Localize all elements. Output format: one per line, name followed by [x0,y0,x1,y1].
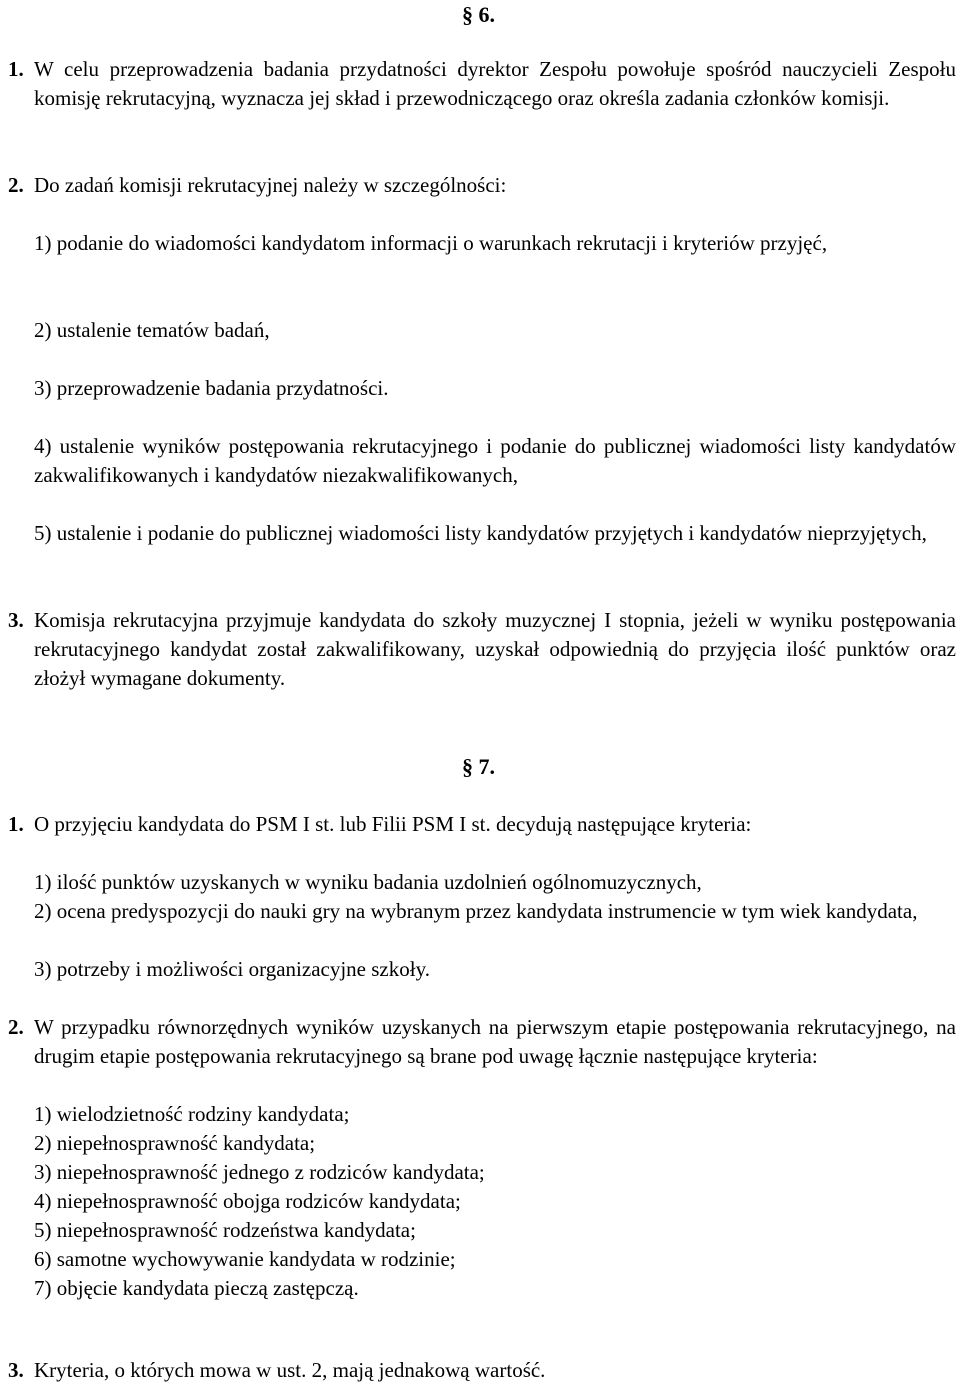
s6-list-item-3: 3) przeprowadzenie badania przydatności. [34,376,389,400]
s7-point-1-intro: O przyjęciu kandydata do PSM I st. lub Filii PSM I st. decydują następujące kryteria: [34,812,752,836]
s7-p1-item-2: 2) ocena predyspozycji do nauki gry na wybranym przez kandydata instrumencie w tym wiek kandydata, [34,899,918,923]
s7-p2-item-5: 5) niepełnosprawność rodzeństwa kandydata; [34,1218,416,1242]
s7-point-2-number: 2. [8,1015,24,1039]
section-7-heading: § 7. [462,754,495,779]
s7-point-1-number: 1. [8,812,24,836]
s7-p1-item-3: 3) potrzeby i możliwości organizacyjne szkoły. [34,957,430,981]
section-6-heading: § 6. [462,2,495,27]
s7-p2-item-1: 1) wielodzietność rodziny kandydata; [34,1102,350,1126]
s6-point-3-number: 3. [8,608,24,632]
s7-point-3-text: Kryteria, o których mowa w ust. 2, mają jednakową wartość. [34,1358,546,1382]
s6-point-1-text: W celu przeprowadzenia badania przydatności dyrektor Zespołu powołuje spośród nauczycieli Zespołu komisję rekrutacyjną, wyznacza jej skład i przewodniczącego oraz określa zadania członków komisji. [34,57,956,110]
s6-point-1-number: 1. [8,57,24,81]
s6-list-item-1: 1) podanie do wiadomości kandydatom informacji o warunkach rekrutacji i kryteriów przyjęć, [34,231,828,255]
s7-p1-item-1: 1) ilość punktów uzyskanych w wyniku badania uzdolnień ogólnomuzycznych, [34,870,702,894]
s6-list-item-4: 4) ustalenie wyników postępowania rekrutacyjnego i podanie do publicznej wiadomości listy kandydatów zakwalifikowanych i kandydatów niezakwalifikowanych, [34,434,956,487]
s7-p2-item-3: 3) niepełnosprawność jednego z rodziców kandydata; [34,1160,485,1184]
s6-list-item-2: 2) ustalenie tematów badań, [34,318,270,342]
s7-p2-item-4: 4) niepełnosprawność obojga rodziców kandydata; [34,1189,461,1213]
s7-p2-item-2: 2) niepełnosprawność kandydata; [34,1131,316,1155]
s6-point-2-number: 2. [8,173,24,197]
s6-point-3-text: Komisja rekrutacyjna przyjmuje kandydata do szkoły muzycznej I stopnia, jeżeli w wyniku postępowania rekrutacyjnego kandydat został zakwalifikowany, uzyskał odpowiednią do przyjęcia ilość punktów oraz złożył wymagane dokumenty. [34,608,956,690]
s7-p2-item-6: 6) samotne wychowywanie kandydata w rodzinie; [34,1247,456,1271]
s7-p2-item-7: 7) objęcie kandydata pieczą zastępczą. [34,1276,359,1300]
s6-list-item-5: 5) ustalenie i podanie do publicznej wiadomości listy kandydatów przyjętych i kandydatów nieprzyjętych, [34,521,927,545]
s7-point-3-number: 3. [8,1358,24,1382]
s7-point-2-intro: W przypadku równorzędnych wyników uzyskanych na pierwszym etapie postępowania rekrutacyjnego, na drugim etapie postępowania rekrutacyjnego są brane pod uwagę łącznie następujące kryteria: [34,1015,956,1068]
s6-point-2-intro: Do zadań komisji rekrutacyjnej należy w szczególności: [34,173,507,197]
